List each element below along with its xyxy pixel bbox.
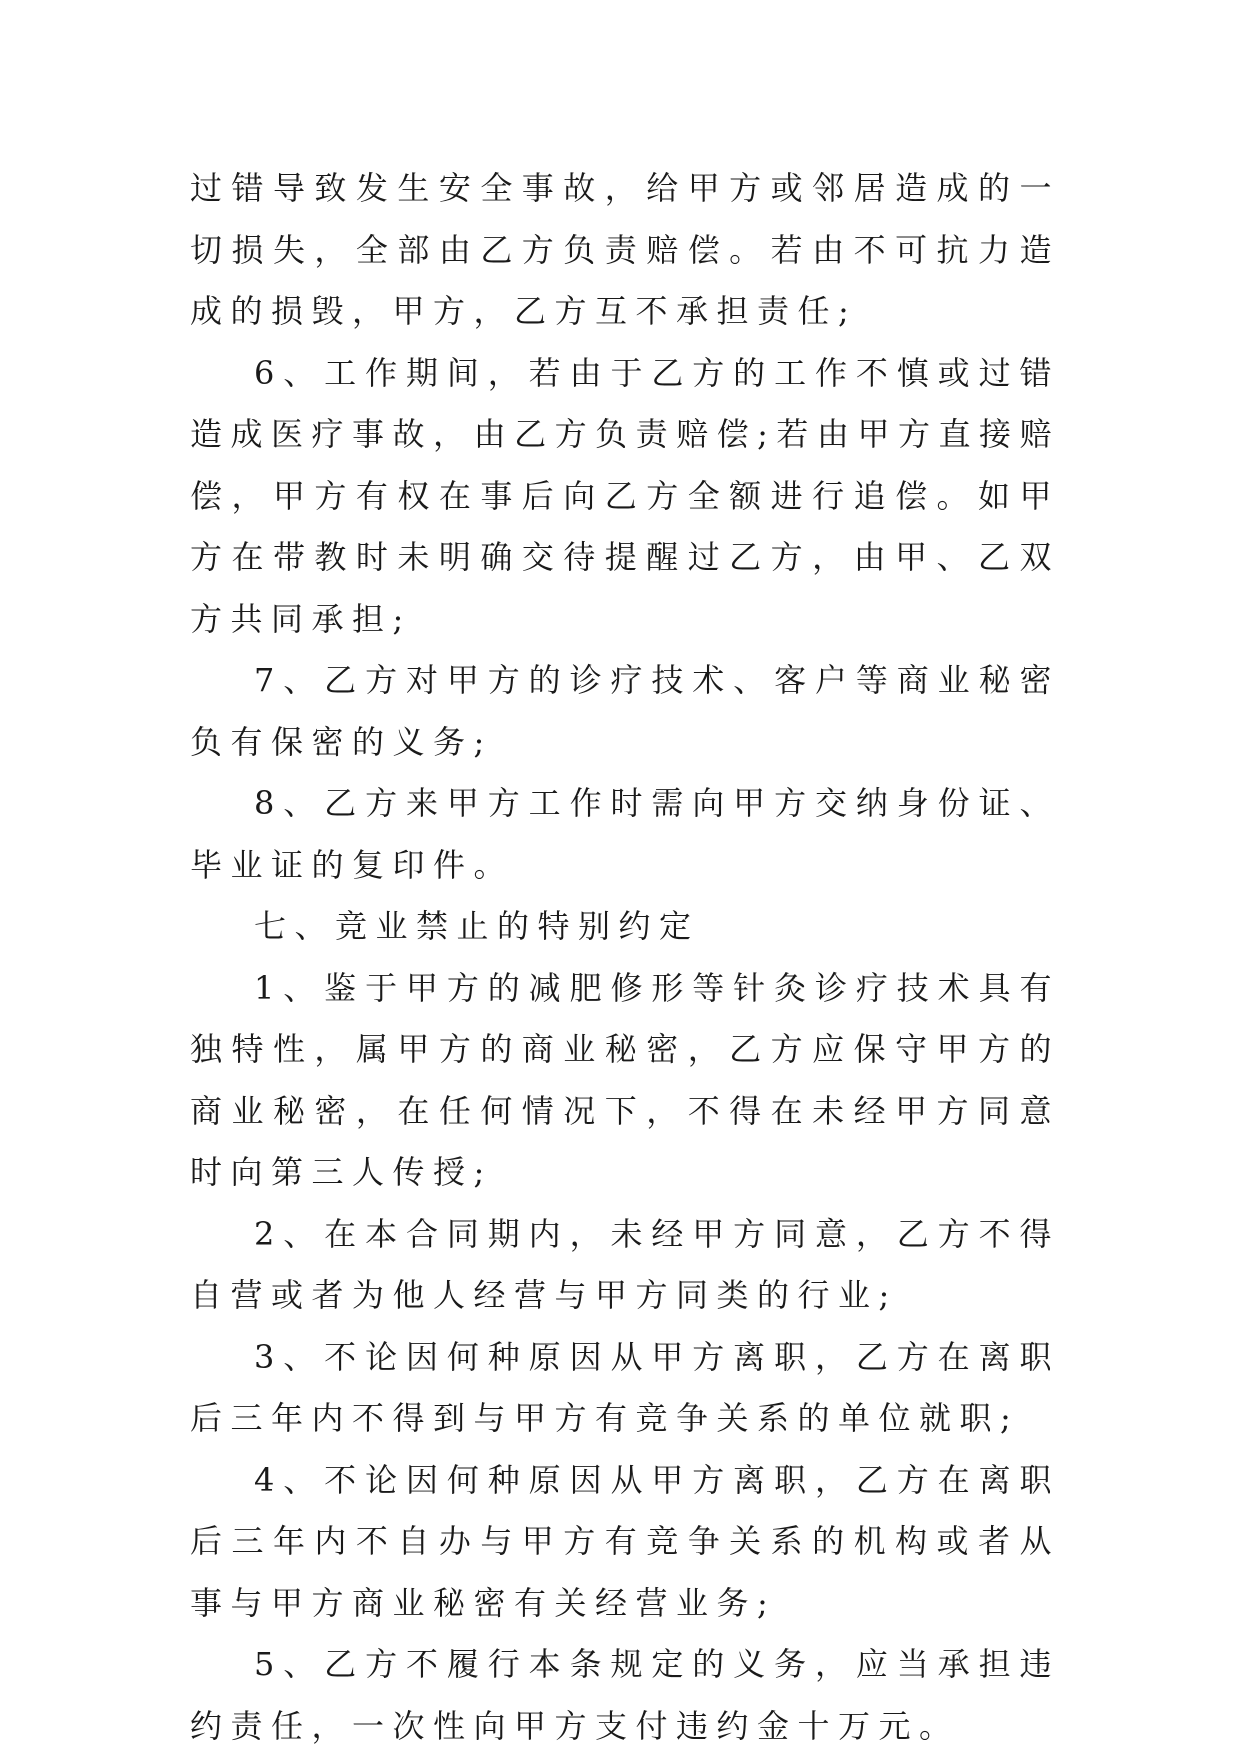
paragraph-noncompete-5: 5、乙方不履行本条规定的义务，应当承担违约责任，一次性向甲方支付违约金十万元。 (190, 1645, 1060, 1745)
section-heading-noncompete: 七、竞业禁止的特别约定 (254, 907, 700, 945)
document-body (190, 158, 1060, 1757)
paragraph-clause-8: 8、乙方来甲方工作时需向甲方交纳身份证、毕业证的复印件。 (190, 784, 1060, 884)
paragraph-clause-7: 7、乙方对甲方的诊疗技术、客户等商业秘密负有保密的义务; (190, 661, 1060, 761)
paragraph-noncompete-1: 1、鉴于甲方的减肥修形等针灸诊疗技术具有独特性，属甲方的商业秘密，乙方应保守甲方的商业秘密，在任何情况下，不得在未经甲方同意时向第三人传授; (190, 968, 1060, 1191)
paragraph-noncompete-3: 3、不论因何种原因从甲方离职，乙方在离职后三年内不得到与甲方有竞争关系的单位就职; (190, 1337, 1060, 1437)
paragraph-clause-6: 6、工作期间，若由于乙方的工作不慎或过错造成医疗事故，由乙方负责赔偿;若由甲方直接赔偿，甲方有权在事后向乙方全额进行追偿。如甲方在带教时未明确交待提醒过乙方，由甲、乙双方共同承担; (190, 353, 1060, 638)
paragraph-continuation: 过错导致发生安全事故，给甲方或邻居造成的一切损失，全部由乙方负责赔偿。若由不可抗力造成的损毁，甲方，乙方互不承担责任; (190, 169, 1060, 330)
paragraph-noncompete-2: 2、在本合同期内，未经甲方同意，乙方不得自营或者为他人经营与甲方同类的行业; (190, 1214, 1060, 1314)
paragraph-noncompete-4: 4、不论因何种原因从甲方离职，乙方在离职后三年内不自办与甲方有竞争关系的机构或者从事与甲方商业秘密有关经营业务; (190, 1460, 1060, 1622)
